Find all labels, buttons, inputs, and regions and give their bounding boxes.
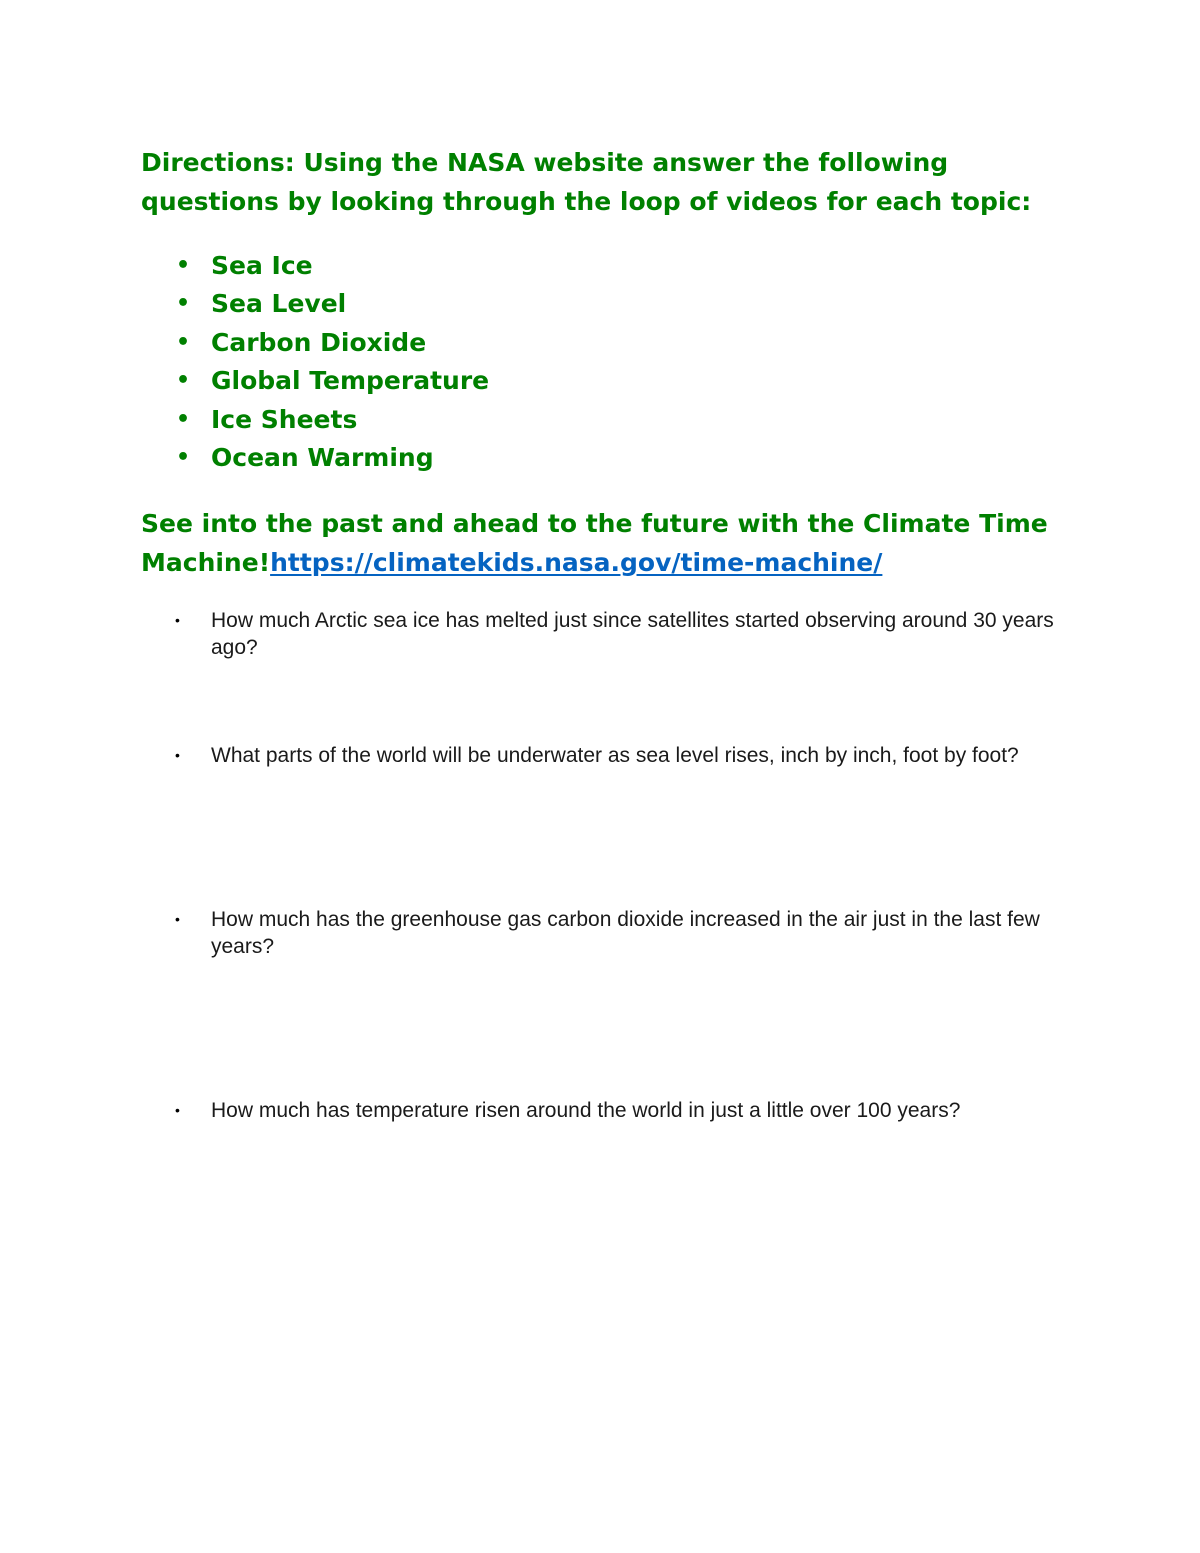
bullet-icon: • xyxy=(176,329,191,355)
topic-label: Sea Ice xyxy=(211,251,313,280)
list-item xyxy=(141,247,841,285)
question-list xyxy=(141,742,1071,769)
bullet-icon: • xyxy=(176,253,191,278)
bullet-icon: • xyxy=(175,911,180,927)
bullet-icon: • xyxy=(176,444,191,470)
time-machine-link[interactable]: https://climatekids.nasa.gov/time-machine/ xyxy=(270,548,883,577)
question-item xyxy=(141,906,1071,960)
list-item xyxy=(141,362,841,400)
question-item xyxy=(141,1097,1071,1124)
bullet-icon: • xyxy=(175,747,180,763)
topic-label: Global Temperature xyxy=(211,366,490,396)
topic-label: Sea Level xyxy=(211,289,347,319)
question-list xyxy=(141,906,1071,960)
question-text: How much has temperature risen around the world in just a little over 100 years? xyxy=(211,1099,961,1122)
question-item xyxy=(141,742,1071,769)
bullet-icon: • xyxy=(175,612,180,628)
topic-list xyxy=(141,247,841,477)
question-list xyxy=(141,1097,1071,1124)
topic-label: Ocean Warming xyxy=(211,442,434,472)
list-item xyxy=(141,285,841,323)
topic-label: Ice Sheets xyxy=(211,404,358,434)
time-machine-text: See into the past and ahead to the future with the Climate Time Machine! xyxy=(141,509,1048,577)
bullet-icon: • xyxy=(175,1102,180,1118)
bullet-icon: • xyxy=(176,406,191,432)
list-item xyxy=(141,439,841,477)
list-item xyxy=(141,324,841,362)
bullet-icon: • xyxy=(176,368,191,394)
question-text: How much has the greenhouse gas carbon dioxide increased in the air just in the last few years? xyxy=(211,908,1040,958)
question-text: What parts of the world will be underwater as sea level rises, inch by inch, foot by foot? xyxy=(211,744,1019,767)
question-list xyxy=(141,607,1071,661)
directions-paragraph: Directions: Using the NASA website answer the following questions by looking through the loop of videos for each topic: xyxy=(141,148,1032,216)
topic-label: Carbon Dioxide xyxy=(211,327,427,357)
time-machine-paragraph xyxy=(141,504,1071,582)
list-item xyxy=(141,401,841,439)
question-item xyxy=(141,607,1071,661)
bullet-icon: • xyxy=(176,291,191,317)
question-text: How much Arctic sea ice has melted just since satellites started observing around 30 years ago? xyxy=(211,609,1054,659)
